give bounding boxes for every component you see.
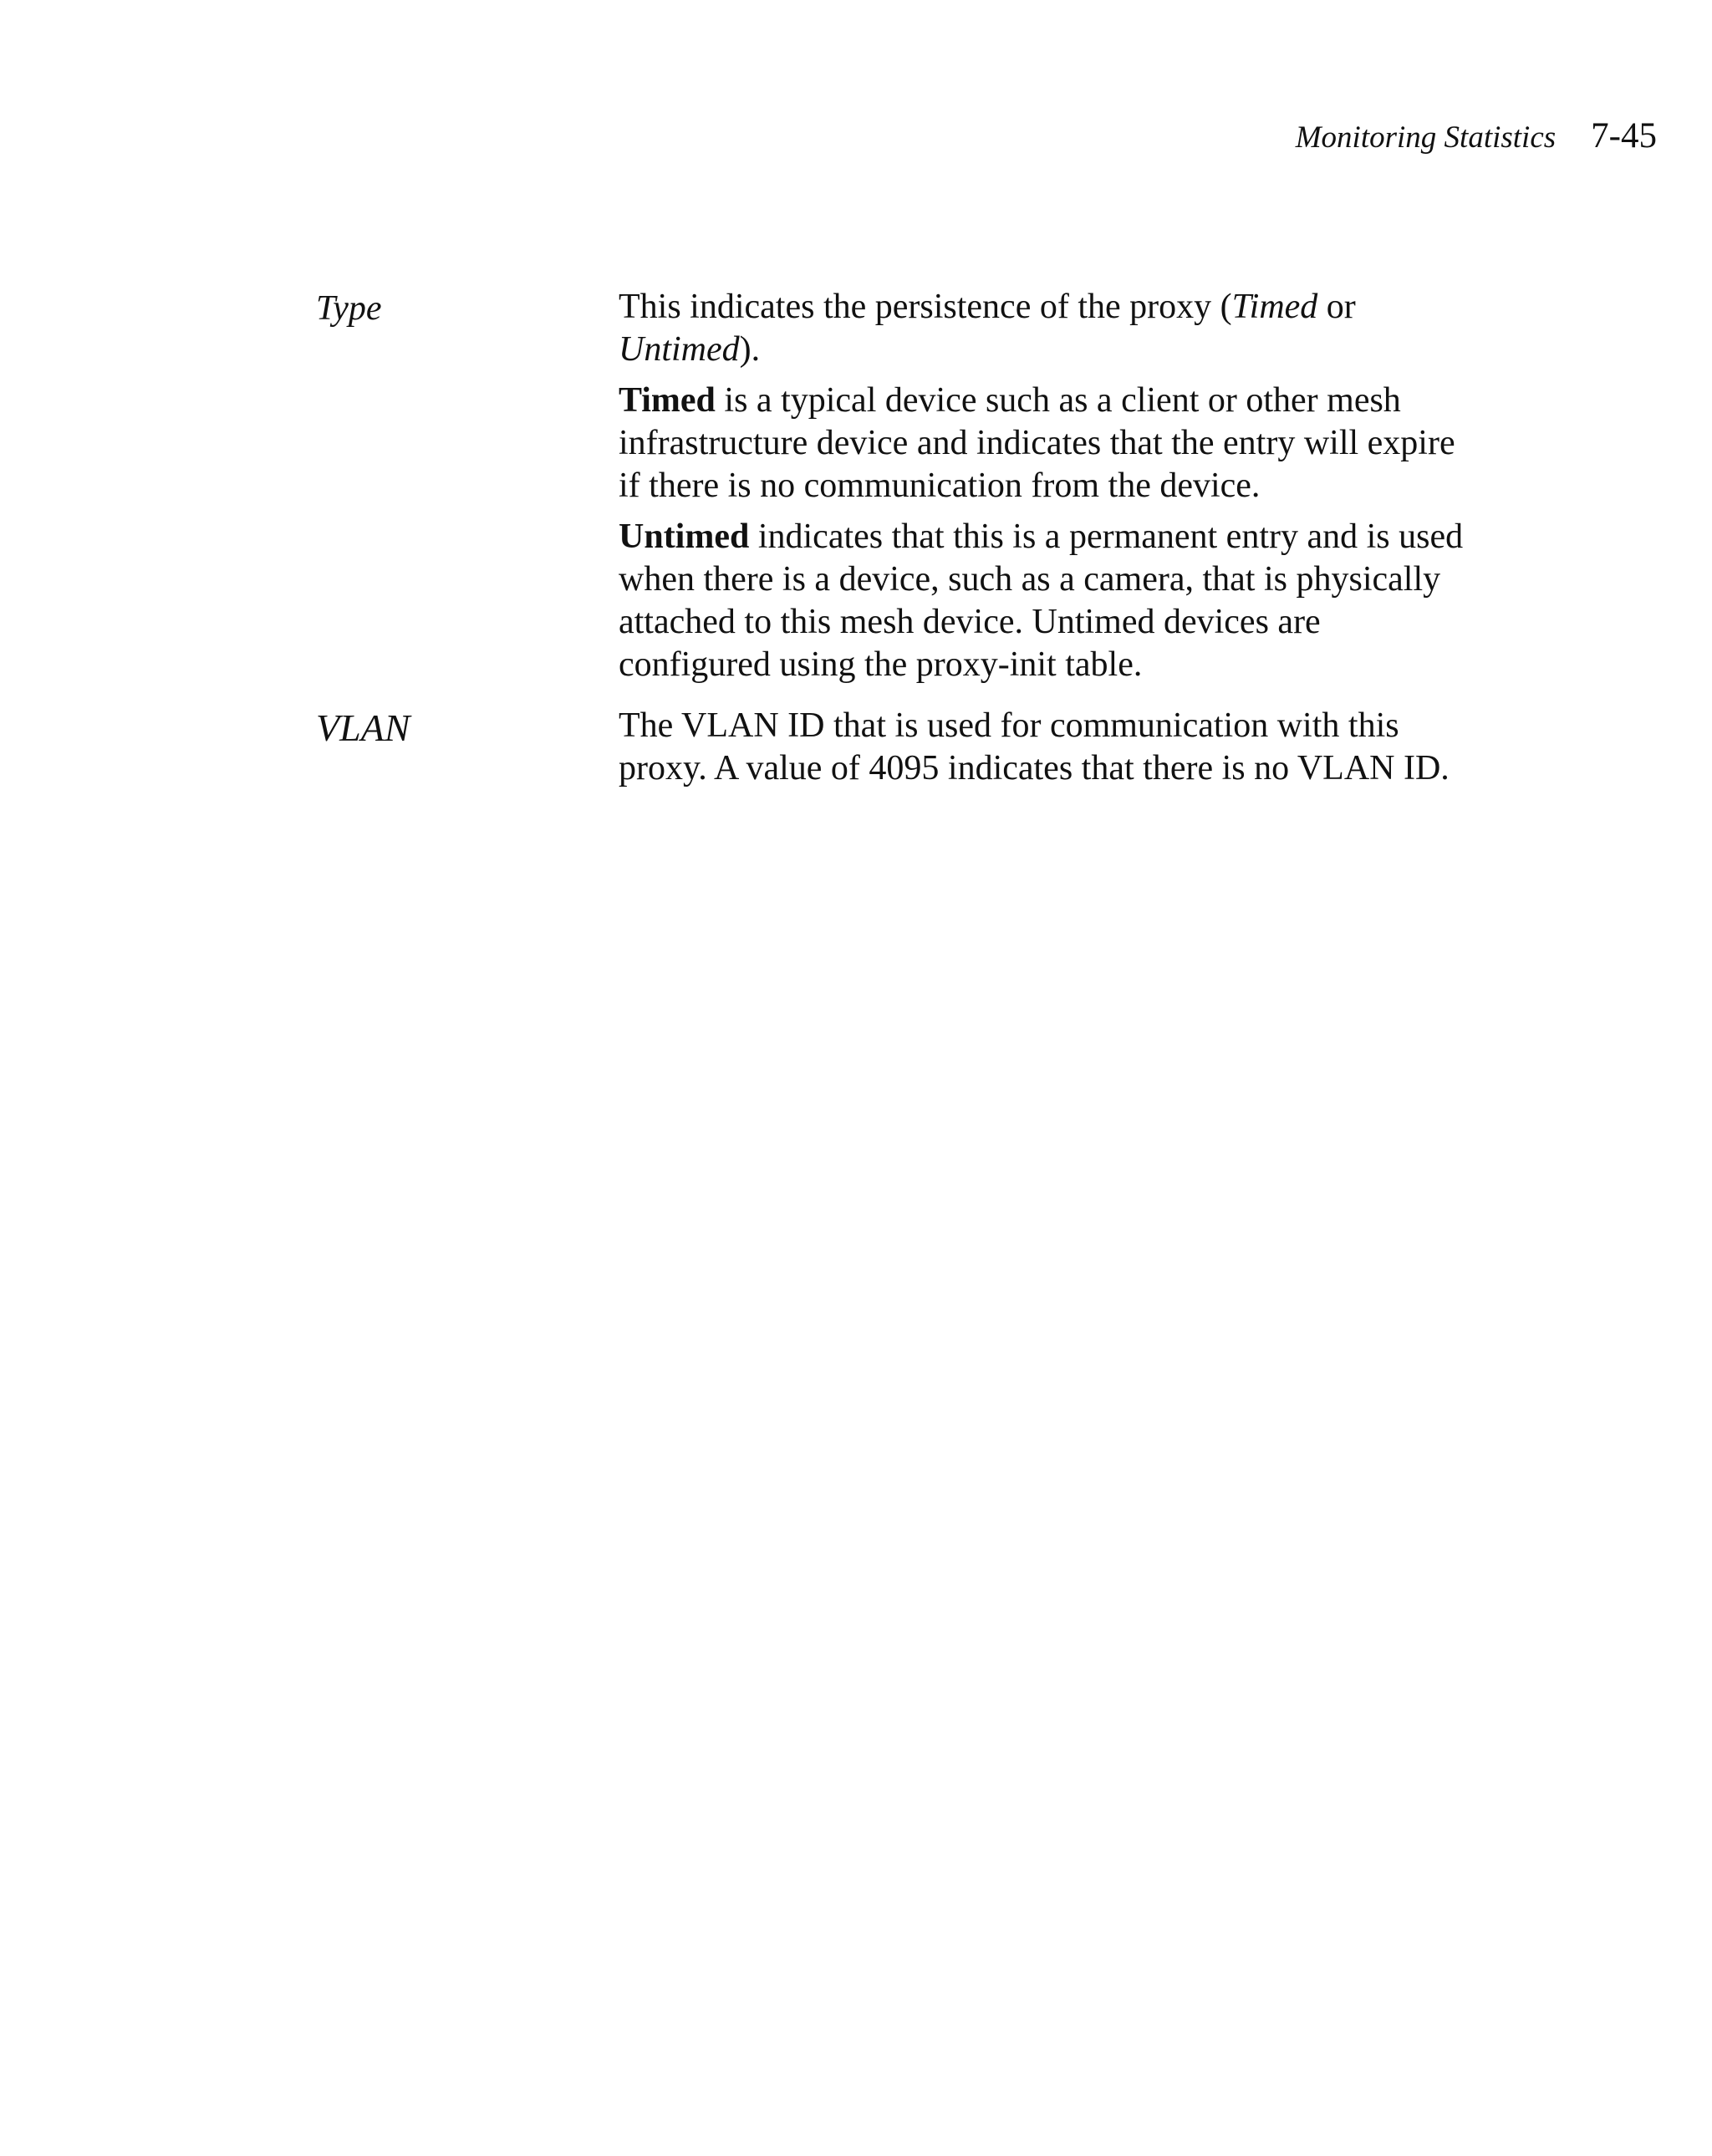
section-title: Monitoring Statistics (1295, 120, 1557, 155)
term-vlan: VLAN (316, 706, 410, 749)
type-desc-untimed-italic: Untimed (619, 330, 740, 369)
timed-bold-label: Timed (619, 381, 716, 420)
timed-paragraph (619, 380, 1471, 507)
running-header (1296, 115, 1657, 156)
timed-description: is a typical device such as a client or other mesh infrastructure device and indicates that the entry will expire if there is no communication from the device. (619, 381, 1455, 505)
definition-vlan (619, 705, 1471, 790)
untimed-description: indicates that this is a permanent entry and is used when there is a device, such as a camera, that is physically attached to this mesh device. Untimed devices are configured using the proxy-init table. (619, 517, 1464, 684)
term-type: Type (316, 289, 382, 328)
type-desc-timed-italic: Timed (1231, 288, 1318, 326)
type-desc-text-2: or (1317, 288, 1356, 326)
vlan-description: The VLAN ID that is used for communication with this proxy. A value of 4095 indicates that there is no VLAN ID. (619, 706, 1450, 787)
type-description-paragraph (619, 286, 1471, 371)
untimed-bold-label: Untimed (619, 517, 750, 556)
definition-entry-vlan (316, 705, 1470, 790)
definition-type (619, 286, 1471, 686)
definition-list (316, 286, 1470, 808)
type-desc-text-1: This indicates the persistence of the proxy ( (619, 288, 1232, 326)
untimed-paragraph (619, 516, 1471, 686)
page-number: 7-45 (1591, 116, 1657, 155)
definition-entry-type (316, 286, 1470, 686)
type-desc-text-3: ). (739, 330, 761, 369)
